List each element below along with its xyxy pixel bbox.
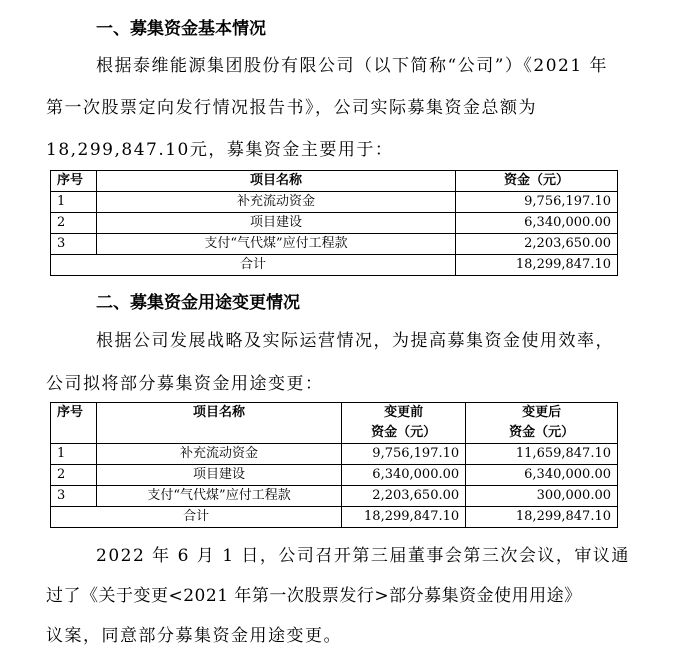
section1-paragraph-line1: 根据泰维能源集团股份有限公司（以下简称“公司”）《2021 年	[96, 56, 609, 76]
total-label: 合计	[51, 255, 456, 276]
table-total-row	[51, 507, 618, 528]
row-amount: 9,756,197.10	[456, 192, 618, 213]
col-header-project: 项目名称	[96, 171, 455, 192]
total-label: 合计	[51, 507, 342, 528]
table-total-row	[51, 255, 618, 276]
table-header-row	[51, 403, 618, 424]
row-project: 补充流动资金	[96, 192, 455, 213]
col-header-before-line2: 资金（元）	[342, 423, 466, 444]
row-index: 3	[51, 234, 97, 255]
row-before-amount: 9,756,197.10	[342, 444, 466, 465]
section1-paragraph-line3: 18,299,847.10元，募集资金主要用于：	[46, 140, 394, 160]
table-row	[51, 213, 618, 234]
table-row	[51, 465, 618, 486]
section2-heading: 二、募集资金用途变更情况	[96, 293, 300, 313]
table-row	[51, 234, 618, 255]
row-project: 支付“气代煤”应付工程款	[96, 486, 341, 507]
row-index: 1	[51, 444, 97, 465]
table-header-row	[51, 171, 618, 192]
row-index: 1	[51, 192, 97, 213]
section1-paragraph-line2: 第一次股票定向发行情况报告书》，公司实际募集资金总额为	[46, 98, 537, 118]
row-project: 项目建设	[96, 213, 455, 234]
row-before-amount: 6,340,000.00	[342, 465, 466, 486]
total-after-amount: 18,299,847.10	[466, 507, 618, 528]
table-row	[51, 444, 618, 465]
col-header-amount: 资金（元）	[456, 171, 618, 192]
total-amount: 18,299,847.10	[456, 255, 618, 276]
table-header-row-2	[51, 423, 618, 444]
row-project: 支付“气代煤”应付工程款	[96, 234, 455, 255]
col-header-before-line1: 变更前	[342, 403, 466, 424]
row-index: 2	[51, 213, 97, 234]
table-row	[51, 486, 618, 507]
col-header-after-line2: 资金（元）	[466, 423, 618, 444]
fund-change-table	[50, 402, 618, 528]
row-project: 补充流动资金	[96, 444, 341, 465]
conclusion-line2: 过了《关于变更<2021 年第一次股票发行>部分募集资金使用用途》	[46, 586, 582, 606]
row-index: 2	[51, 465, 97, 486]
conclusion-line1: 2022 年 6 月 1 日，公司召开第三届董事会第三次会议，审议通	[96, 546, 630, 566]
col-header-project: 项目名称	[96, 403, 341, 424]
section2-paragraph-line2: 公司拟将部分募集资金用途变更：	[46, 374, 324, 394]
row-amount: 2,203,650.00	[456, 234, 618, 255]
header-spacer	[96, 423, 341, 444]
section2-paragraph-line1: 根据公司发展战略及实际运营情况，为提高募集资金使用效率，	[96, 331, 614, 351]
row-after-amount: 6,340,000.00	[466, 465, 618, 486]
row-amount: 6,340,000.00	[456, 213, 618, 234]
row-after-amount: 300,000.00	[466, 486, 618, 507]
col-header-after-line1: 变更后	[466, 403, 618, 424]
row-before-amount: 2,203,650.00	[342, 486, 466, 507]
col-header-index: 序号	[51, 403, 97, 424]
header-spacer	[51, 423, 97, 444]
conclusion-line3: 议案，同意部分募集资金用途变更。	[46, 626, 342, 646]
col-header-index: 序号	[51, 171, 97, 192]
total-before-amount: 18,299,847.10	[342, 507, 466, 528]
row-project: 项目建设	[96, 465, 341, 486]
row-after-amount: 11,659,847.10	[466, 444, 618, 465]
fund-usage-table	[50, 170, 618, 276]
section1-heading: 一、募集资金基本情况	[96, 19, 266, 39]
row-index: 3	[51, 486, 97, 507]
table-row	[51, 192, 618, 213]
